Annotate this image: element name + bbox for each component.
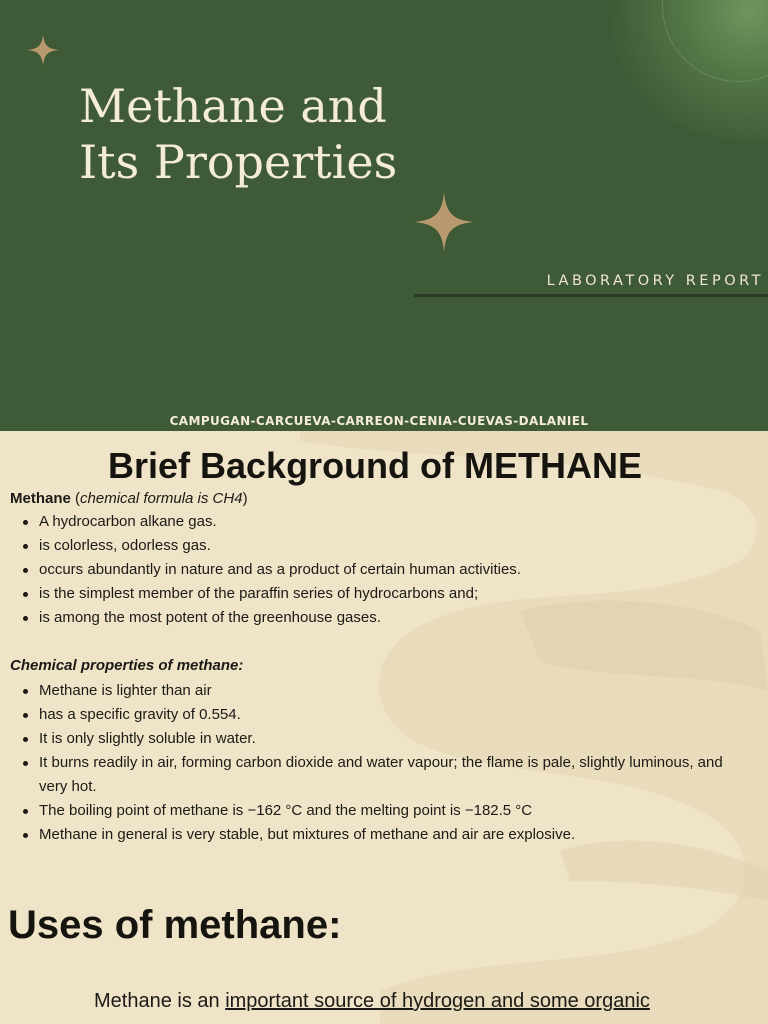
list-item: It burns readily in air, forming carbon dioxide and water vapour; the flame is pale, slightly luminous, and very hot. xyxy=(20,751,739,799)
background-heading: Brief Background of METHANE xyxy=(107,445,643,486)
list-item: The boiling point of methane is −162 °C and the melting point is −182.5 °C xyxy=(20,799,739,823)
cover-title xyxy=(79,78,397,190)
intro-close-paren: ) xyxy=(242,490,248,507)
uses-text-prefix: Methane is an xyxy=(94,990,226,1012)
report-type-label: LABORATORY REPORT xyxy=(546,273,764,289)
sparkle-large-icon xyxy=(414,192,474,252)
chemical-properties-list xyxy=(20,679,739,847)
list-item: is colorless, odorless gas. xyxy=(20,534,739,558)
list-item: is among the most potent of the greenhouse gases. xyxy=(20,606,739,630)
list-item: is the simplest member of the paraffin series of hydrocarbons and; xyxy=(20,582,739,606)
list-item: occurs abundantly in nature and as a product of certain human activities. xyxy=(20,558,739,582)
background-list xyxy=(20,510,739,630)
intro-term: Methane xyxy=(10,490,71,507)
cover-section xyxy=(0,0,768,431)
content-section xyxy=(0,431,768,1024)
methane-intro xyxy=(10,489,248,509)
chemical-properties-heading: Chemical properties of methane: xyxy=(10,657,244,674)
intro-formula-note: chemical formula is CH4 xyxy=(80,490,243,507)
list-item: Methane is lighter than air xyxy=(20,679,739,703)
uses-heading: Uses of methane: xyxy=(8,903,342,947)
sparkle-icon xyxy=(27,34,59,66)
hydrogen-source-link[interactable]: important source of hydrogen and some organic xyxy=(225,990,650,1012)
authors-line: CAMPUGAN-CARCUEVA-CARREON-CENIA-CUEVAS-DALANIEL xyxy=(169,414,589,428)
list-item: A hydrocarbon alkane gas. xyxy=(20,510,739,534)
intro-open-paren: ( xyxy=(70,490,81,507)
list-item: It is only slightly soluble in water. xyxy=(20,727,739,751)
cover-title-line-1: Methane and xyxy=(79,79,387,133)
uses-paragraph xyxy=(94,988,650,1014)
report-divider xyxy=(414,294,768,297)
cover-title-line-2: Its Properties xyxy=(79,135,398,189)
list-item: has a specific gravity of 0.554. xyxy=(20,703,739,727)
list-item: Methane in general is very stable, but mixtures of methane and air are explosive. xyxy=(20,823,739,847)
